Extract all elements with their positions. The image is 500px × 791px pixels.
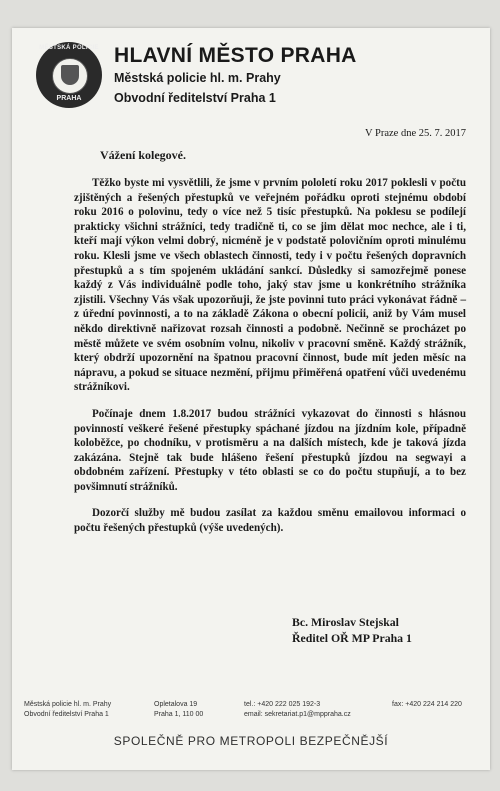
letterhead bbox=[114, 44, 357, 108]
letterhead-line-1: Městská policie hl. m. Prahy bbox=[114, 71, 281, 85]
footer-fax-col bbox=[392, 700, 462, 710]
footer-org-2: Obvodní ředitelství Praha 1 bbox=[24, 711, 109, 718]
footer-city: Praha 1, 110 00 bbox=[154, 711, 204, 718]
letter-page bbox=[12, 28, 490, 770]
paragraph-1: Těžko byste mi vysvětlili, že jsme v prvním pololetí roku 2017 poklesli v počtu zjištěných a řešených přestupků ve veřejném pořádku oproti stejnému období roku 2016 o polovinu, tedy o více než 5 tisíc přestupků. Na poklesu se podílejí prakticky všichni strážníci, tedy tradičně ti, co se jim dělat moc nechce, ale i ti, kteří mají výkon velmi dobrý, nicméně je v podstatě polovičním oproti minulému roku. Klesli jsme ve všech oblastech činnosti, tedy i v počtu řešených dopravních přestupků a s tím spojeném ukládání sankcí. Důsledky si samozřejmě ponese každý z Vás individuálně podle toho, jaký stav jsme u konkrétního strážníka zjistili. Všechny Vás však upozorňuji, že jste povinni tuto práci vykonávat řádně – z úřední povinnosti, a to na základě Zákona o obecní policii, aniž by Vám musel někdo direktivně nařizovat rozsah činnosti a podobně. Nečinně se procházet po městě můžete ve svém osobním volnu, nikoliv v pracovní směně. Každý strážník, který obdrží upozornění na špatnou pracovní činnost, bude mít jeden měsíc na nápravu, a pokud se situace nezmění, přijmu přiměřená opatření vůči uvedenému strážníkovi. bbox=[74, 177, 466, 394]
salutation: Vážení kolegové. bbox=[100, 148, 186, 162]
footer-motto: SPOLEČNĚ PRO METROPOLI BEZPEČNĚJŠÍ bbox=[113, 734, 389, 748]
letter-body bbox=[74, 176, 466, 548]
signatory-name: Bc. Miroslav Stejskal bbox=[292, 615, 399, 629]
footer-contact bbox=[244, 700, 351, 720]
footer-fax: fax: +420 224 214 220 bbox=[392, 701, 462, 708]
footer-street: Opletalova 19 bbox=[154, 701, 198, 708]
seal-emblem bbox=[52, 58, 88, 94]
paragraph-3: Dozorčí služby mě budou zasílat za každou směnu emailovou informaci o počtu řešených přestupků (výše uvedených). bbox=[74, 507, 466, 535]
footer-org-1: Městská policie hl. m. Prahy bbox=[24, 701, 112, 708]
shield-icon bbox=[61, 65, 79, 85]
letterhead-title: HLAVNÍ MĚSTO PRAHA bbox=[114, 44, 357, 67]
paragraph-2: Počínaje dnem 1.8.2017 budou strážníci vykazovat do činnosti s hlásnou povinností veškeré řešené přestupky spáchané jízdou na jízdním kole, případně koloběžce, po chodníku, v protisměru a na dalších místech, kde je taková jízda zakázána. Stejně tak bude hlášeno řešení přestupků jízdou na segwayi a obdobném zařízení. Přestupky v této oblasti se co do počtu stupňují, a to bez povšimnutí strážníků. bbox=[74, 407, 466, 493]
signatory-title: Ředitel OŘ MP Praha 1 bbox=[292, 631, 412, 645]
footer-address bbox=[154, 700, 203, 720]
police-seal-icon bbox=[36, 42, 102, 108]
signature-block bbox=[292, 614, 412, 646]
footer-email: email: sekretariat.p1@mppraha.cz bbox=[244, 711, 351, 718]
seal-bottom-text: PRAHA bbox=[56, 95, 82, 102]
letter-footer bbox=[12, 700, 490, 730]
letterhead-line-2: Obvodní ředitelství Praha 1 bbox=[114, 91, 276, 105]
footer-tel: tel.: +420 222 025 192-3 bbox=[244, 701, 321, 708]
footer-org bbox=[24, 700, 111, 720]
letter-date: V Praze dne 25. 7. 2017 bbox=[365, 128, 466, 139]
seal-top-text: MĚSTSKÁ POLICIE bbox=[39, 45, 99, 51]
